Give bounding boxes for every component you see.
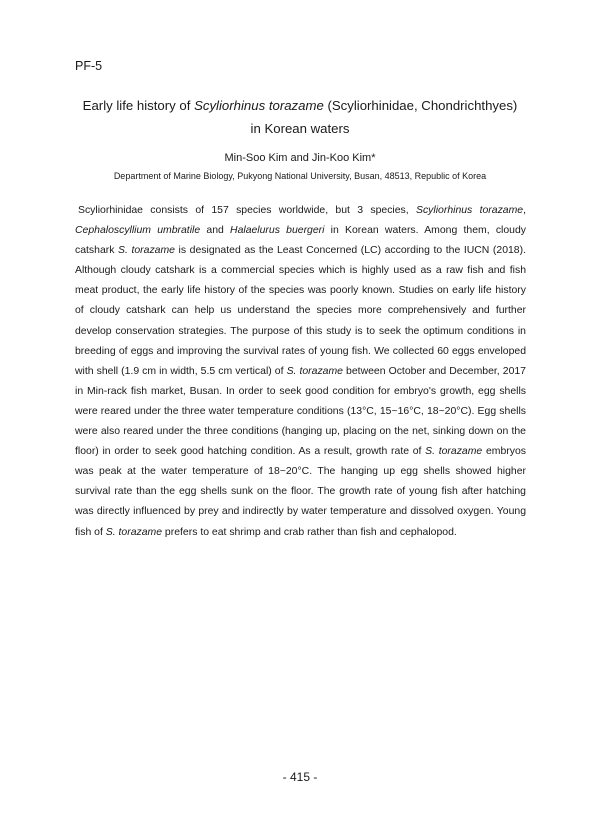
abstract-species: S. torazame: [286, 365, 343, 377]
abstract-text: prefers to eat shrimp and crab rather than fish and cephalopod.: [162, 526, 457, 538]
title-species: Scyliorhinus torazame: [194, 98, 324, 113]
session-code: PF-5: [75, 59, 103, 73]
abstract-text: in Korean waters. Among them, cloudy catshark: [75, 225, 527, 257]
abstract-species: Cephaloscyllium umbratile: [75, 225, 201, 237]
title-text: (Scyliorhinidae, Chondrichthyes): [323, 98, 518, 113]
abstract-body: [75, 201, 526, 543]
authors: Min-Soo Kim and Jin-Koo Kim*: [224, 152, 376, 164]
abstract-species: S. torazame: [425, 446, 483, 458]
affiliation: Department of Marine Biology, Pukyong National University, Busan, 48513, Republic of Korea: [113, 171, 487, 181]
abstract-text: and: [200, 225, 231, 237]
page-number: - 415 -: [282, 770, 318, 784]
abstract-text: ,: [523, 205, 527, 216]
title-text: Early life history of: [82, 98, 195, 113]
abstract-text: embryos was peak at the water temperature of 18~20°C. The hanging up egg shells showed higher survival rate than the egg shells sunk on the floor. The growth rate of young fish after hatching was directly influenced by prey and indirectly by water temperature and dissolved oxygen. Young fish of: [75, 446, 526, 538]
abstract-species: Scyliorhinus torazame: [416, 205, 524, 216]
abstract-text: between October and December, 2017 in Min-rack fish market, Busan. In order to seek good condition for embryo's growth, egg shells were reared under the three water temperature conditions (13°C, 15~16°C, 18~20°C). Egg shells were also reared under the three conditions (hanging up, placing on the net, sinking down on the floor) in order to seek good hatching condition. As a result, growth rate of: [75, 365, 526, 458]
abstract-text: Scyliorhinidae consists of 157 species worldwide, but 3 species,: [78, 205, 416, 216]
title-line-2: in Korean waters: [250, 121, 350, 136]
abstract-species: S. torazame: [105, 526, 163, 538]
abstract-text: is designated as the Least Concerned (LC) according to the IUCN (2018). Although cloudy catshark is a commercial species which is highly used as a raw fish and fish meat product, the early life history of the species was poorly known. Studies on early life history of cloudy catshark can help us understand the species more comprehensively and further develop conservation strategies. The purpose of this study is to seek the optimum conditions in breeding of eggs and improving the survival rates of young fish. We collected 60 eggs enveloped with shell (1.9 cm in width, 5.5 cm vertical) of: [75, 245, 526, 377]
title-line-1: [0, 94, 600, 117]
abstract-species: Halaelurus buergeri: [230, 225, 325, 237]
paper-title: [0, 94, 600, 140]
abstract-species: S. torazame: [118, 245, 175, 257]
